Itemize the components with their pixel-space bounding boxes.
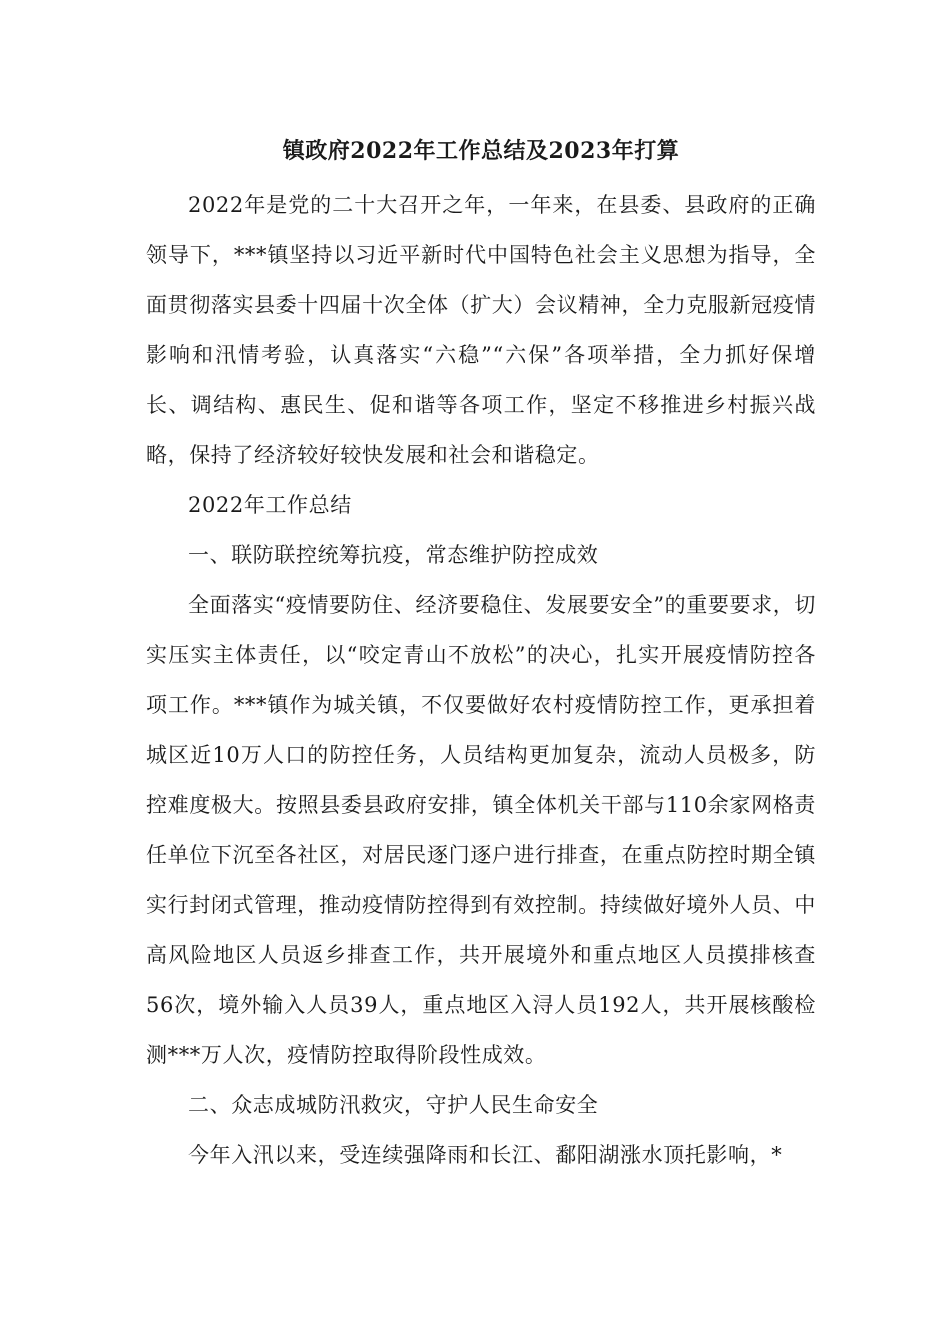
document-page <box>146 128 816 1180</box>
section-1-body: 全面落实“疫情要防住、经济要稳住、发展要安全”的重要要求，切实压实主体责任，以“咬定青山不放松”的决心，扎实开展疫情防控各项工作。***镇作为城关镇，不仅要做好农村疫情防控工作，更承担着城区近10万人口的防控任务，人员结构更加复杂，流动人员极多，防控难度极大。按照县委县政府安排，镇全体机关干部与110余家网格责任单位下沉至各社区，对居民逐门逐户进行排查，在重点防控时期全镇实行封闭式管理，推动疫情防控得到有效控制。持续做好境外人员、中高风险地区人员返乡排查工作，共开展境外和重点地区人员摸排核查56次，境外输入人员39人，重点地区入浔人员192人，共开展核酸检测***万人次，疫情防控取得阶段性成效。 <box>146 593 816 1067</box>
section-2-body: 今年入汛以来，受连续强降雨和长江、鄱阳湖涨水顶托影响，* <box>188 1143 783 1167</box>
section-1-heading: 一、联防联控统筹抗疫，常态维护防控成效 <box>188 543 599 567</box>
section-heading: 2022年工作总结 <box>188 493 352 517</box>
section-2-heading: 二、众志成城防汛救灾，守护人民生命安全 <box>188 1093 599 1117</box>
intro-paragraph: 2022年是党的二十大召开之年，一年来，在县委、县政府的正确领导下，***镇坚持以习近平新时代中国特色社会主义思想为指导，全面贯彻落实县委十四届十次全体（扩大）会议精神，全力克服新冠疫情影响和汛情考验，认真落实“六稳”“六保”各项举措，全力抓好保增长、调结构、惠民生、促和谐等各项工作，坚定不移推进乡村振兴战略，保持了经济较好较快发展和社会和谐稳定。 <box>146 193 816 467</box>
document-title: 镇政府2022年工作总结及2023年打算 <box>282 138 680 164</box>
